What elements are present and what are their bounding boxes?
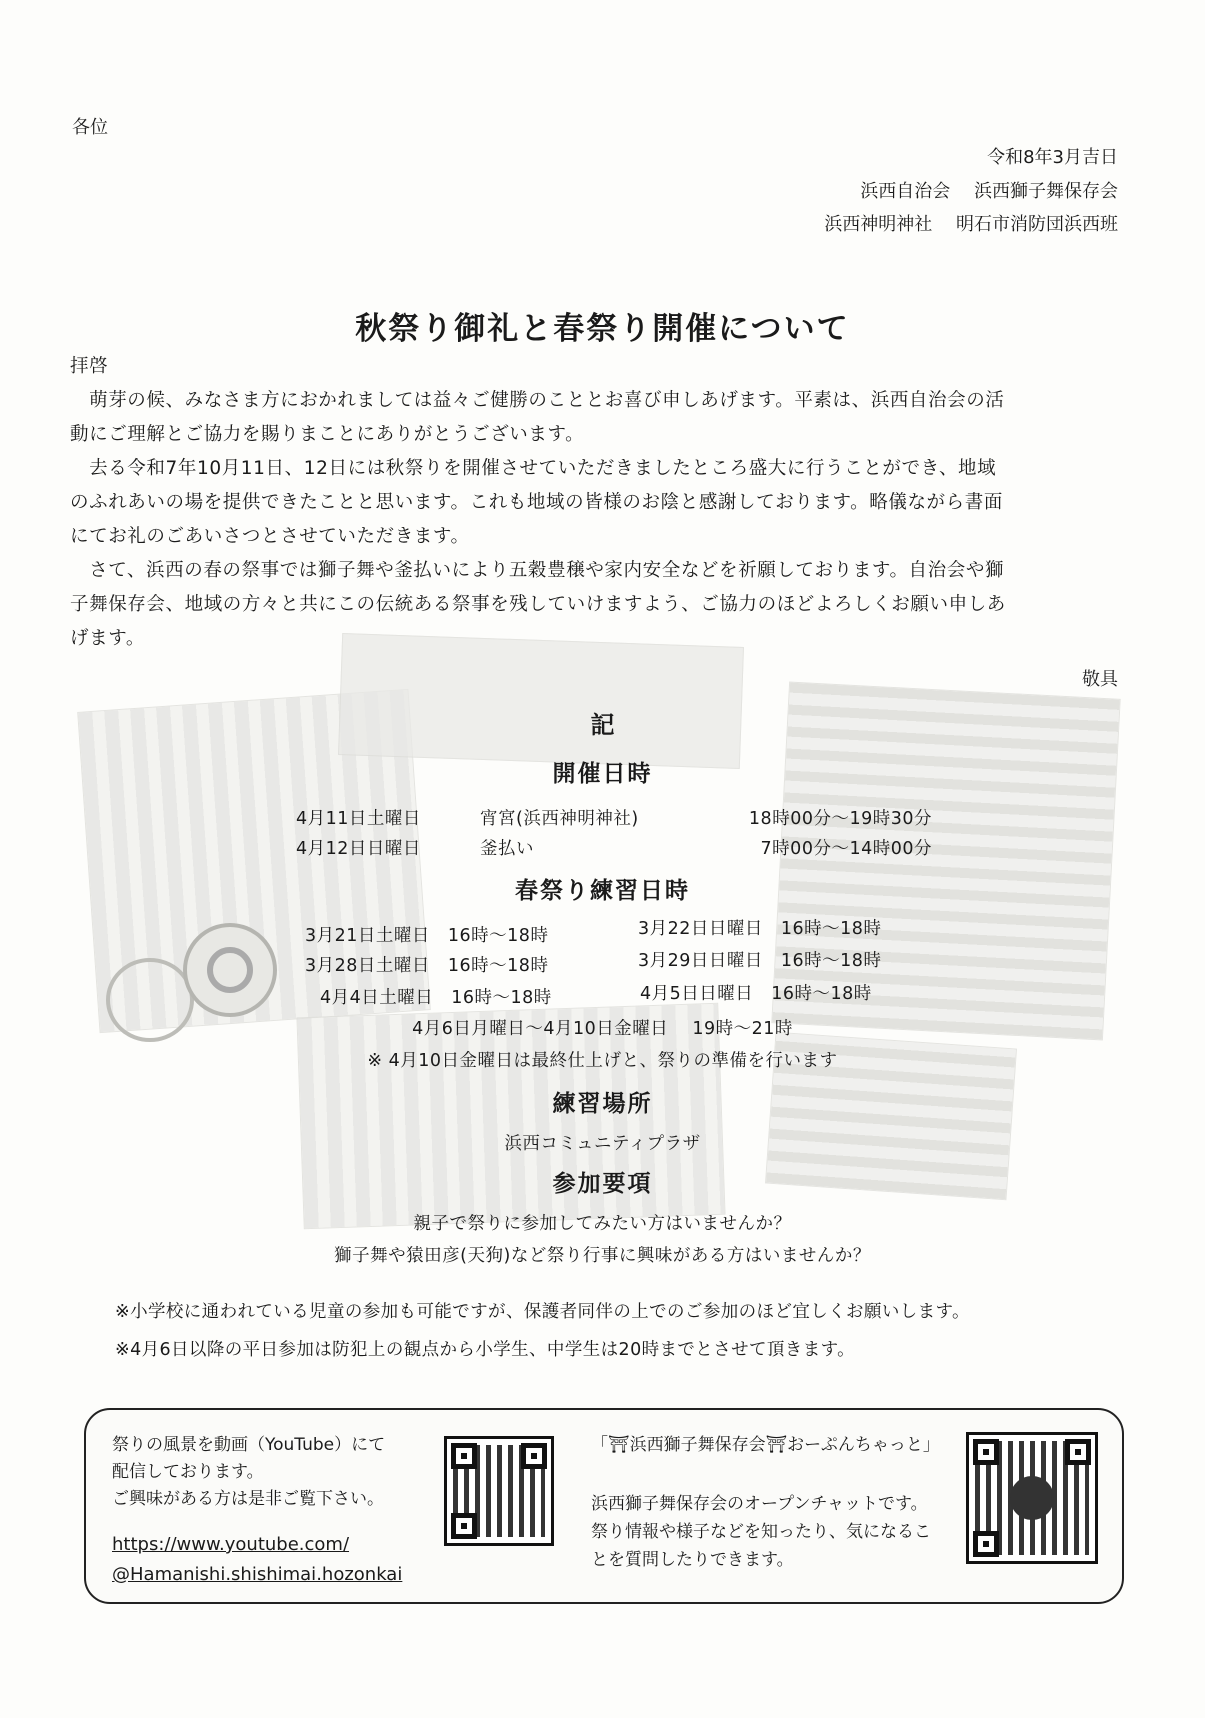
chat-text-line: 浜西獅子舞保存会のオープンチャットです。 xyxy=(591,1494,928,1514)
letter-line: げます。 xyxy=(70,628,145,649)
sender-organizations-1: 浜西自治会 浜西獅子舞保存会 xyxy=(860,181,1118,202)
event-date: 4月12日日曜日 xyxy=(296,839,421,859)
youtube-text-line: 祭りの風景を動画（YouTube）にて xyxy=(112,1435,386,1455)
closing-word: 敬具 xyxy=(1082,669,1118,690)
practice-heading: 春祭り練習日時 xyxy=(515,878,690,904)
practice-day: 3月22日日曜日 16時～18時 xyxy=(638,919,882,939)
open-chat-qr-code[interactable] xyxy=(966,1432,1098,1564)
practice-day: 4月4日土曜日 16時～18時 xyxy=(320,988,552,1008)
note-weekday-curfew: ※4月6日以降の平日参加は防犯上の観点から小学生、中学生は20時までとさせて頂きます。 xyxy=(115,1340,855,1360)
practice-place: 浜西コミュニティプラザ xyxy=(504,1134,701,1154)
join-heading: 参加要項 xyxy=(552,1171,653,1197)
practice-day: 4月5日日曜日 16時～18時 xyxy=(640,984,872,1004)
practice-day: 3月28日土曜日 16時～18時 xyxy=(305,956,549,976)
addressee: 各位 xyxy=(72,117,108,138)
youtube-channel-link[interactable]: @Hamanishi.shishimai.hozonkai xyxy=(112,1564,403,1585)
opening-greeting: 拝啓 xyxy=(70,356,109,377)
youtube-qr-code[interactable] xyxy=(444,1436,554,1546)
letter-line: 去る令和7年10月11日、12日には秋祭りを開催させていただきましたところ盛大に行うことができ、地域 xyxy=(70,458,997,479)
event-date: 4月11日土曜日 xyxy=(296,809,421,829)
youtube-description xyxy=(112,1432,385,1513)
chat-text-line: 祭り情報や様子などを知ったり、気になるこ xyxy=(591,1522,931,1542)
youtube-text-line: 配信しております。 xyxy=(112,1462,264,1482)
event-time: 18時00分～19時30分 xyxy=(748,809,932,829)
event-heading: 開催日時 xyxy=(552,761,653,787)
open-chat-logo-icon xyxy=(1010,1476,1054,1520)
ki-heading: 記 xyxy=(590,711,615,739)
letter-body xyxy=(70,350,1140,656)
practice-day: 3月29日日曜日 16時～18時 xyxy=(638,951,882,971)
youtube-url-link[interactable]: https://www.youtube.com/ xyxy=(112,1534,350,1555)
join-line: 獅子舞や猿田彦(天狗)など祭り行事に興味がある方はいませんか？ xyxy=(334,1246,871,1266)
place-heading: 練習場所 xyxy=(552,1091,653,1117)
issue-date: 令和8年3月吉日 xyxy=(987,147,1118,168)
footer-info-box xyxy=(84,1408,1124,1604)
letter-line: のふれあいの場を提供できたことと思います。これも地域の皆様のお陰と感謝しております。略儀ながら書面 xyxy=(70,492,1003,513)
document-title: 秋祭り御礼と春祭り開催について xyxy=(355,311,850,347)
practice-day: 3月21日土曜日 16時～18時 xyxy=(305,926,549,946)
note-children: ※小学校に通われている児童の参加も可能ですが、保護者同伴の上でのご参加のほど宜しくお願いします。 xyxy=(115,1302,970,1322)
letter-line: さて、浜西の春の祭事では獅子舞や釜払いにより五穀豊穣や家内安全などを祈願しております。自治会や獅 xyxy=(70,560,1005,581)
join-line: 親子で祭りに参加してみたい方はいませんか？ xyxy=(413,1214,792,1234)
youtube-text-line: ご興味がある方は是非ご覧下さい。 xyxy=(112,1489,384,1509)
open-chat-description xyxy=(591,1490,931,1574)
event-name: 宵宮(浜西神明神社) xyxy=(480,809,639,829)
open-chat-title: 「⛩浜西獅子舞保存会⛩おーぷんちゃっと」 xyxy=(591,1435,940,1455)
letter-line: 萌芽の候、みなさま方におかれましては益々ご健勝のこととお喜び申しあげます。平素は、浜西自治会の活 xyxy=(70,390,1005,411)
letter-line: 子舞保存会、地域の方々と共にこの伝統ある祭事を残していけますよう、ご協力のほどよろしくお願い申しあ xyxy=(70,594,1006,615)
event-time: 7時00分～14時00分 xyxy=(760,839,932,859)
event-name: 釜払い xyxy=(480,839,534,859)
chat-text-line: とを質問したりできます。 xyxy=(591,1550,794,1570)
letter-line: 動にご理解とご協力を賜りまことにありがとうございます。 xyxy=(70,424,585,445)
letter-line: にてお礼のごあいさつとさせていただきます。 xyxy=(70,526,470,547)
practice-weekday-period: 4月6日月曜日～4月10日金曜日 19時～21時 xyxy=(412,1019,793,1039)
practice-note: ※ 4月10日金曜日は最終仕上げと、祭りの準備を行います xyxy=(367,1051,838,1071)
sender-organizations-2: 浜西神明神社 明石市消防団浜西班 xyxy=(824,214,1118,235)
